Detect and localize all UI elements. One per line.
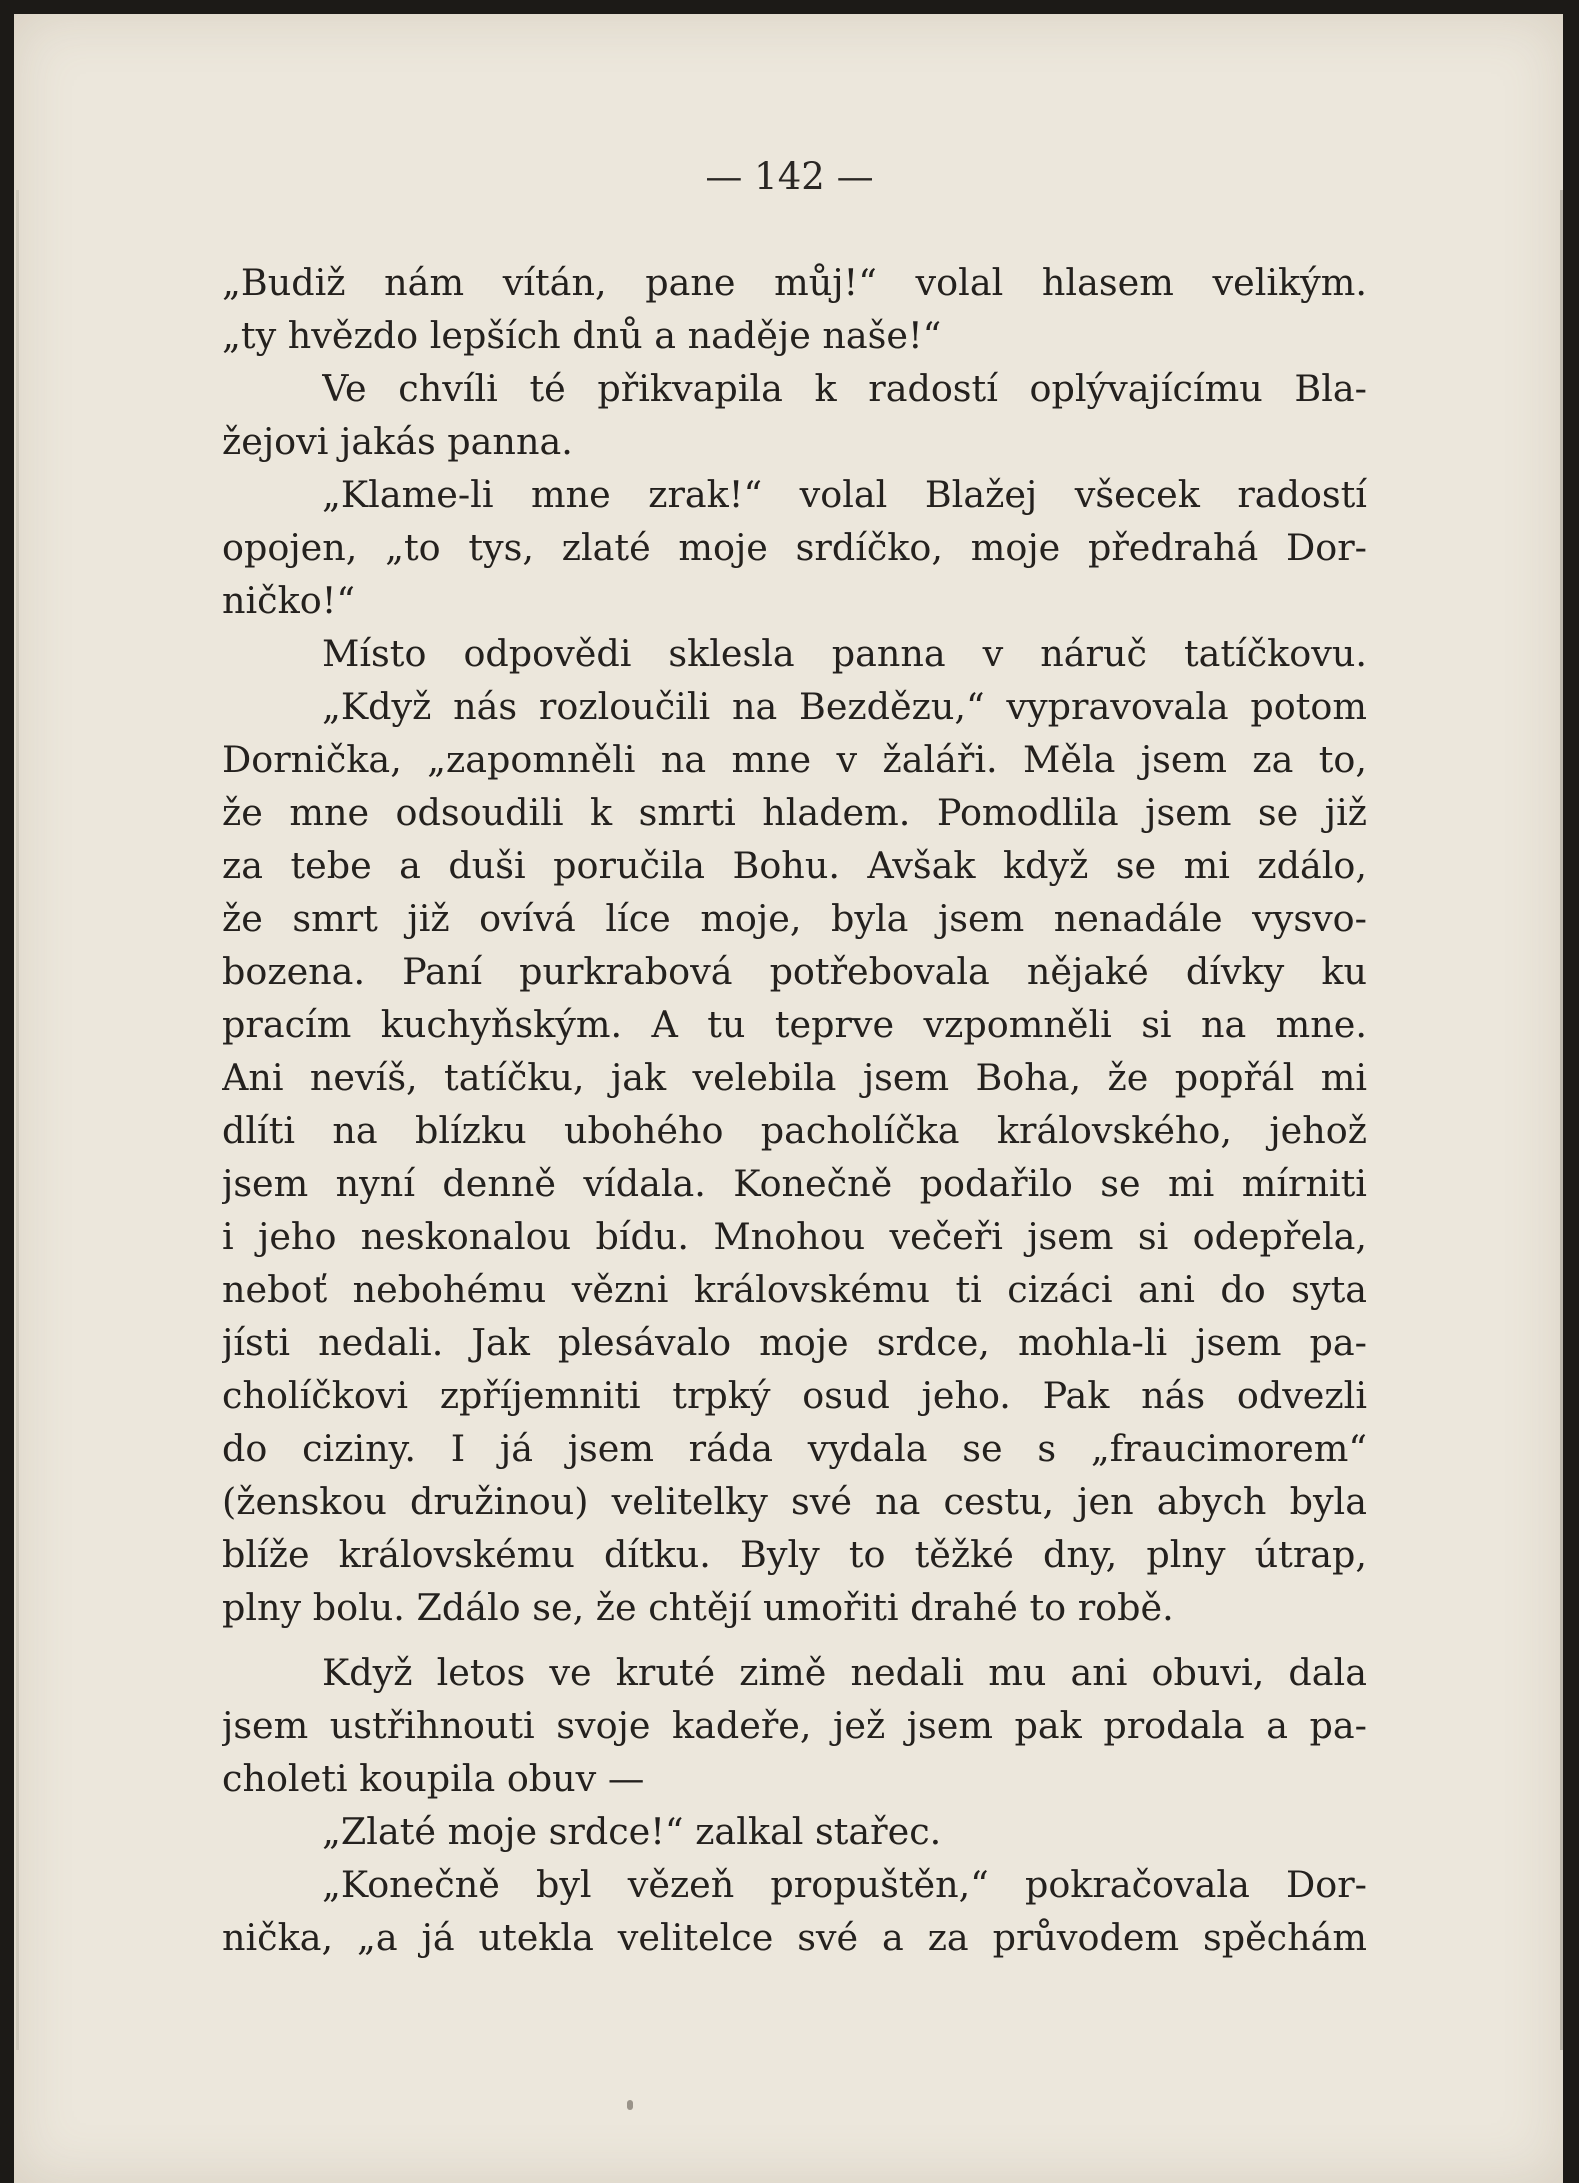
text-line: nička, „a já utekla velitelce své a za průvodem spěchám bbox=[222, 1916, 1367, 1959]
text-line: „Klame-li mne zrak!“ volal Blažej všecek radostí bbox=[322, 473, 1367, 516]
text-line: dlíti na blízku ubohého pacholíčka královského, jehož bbox=[222, 1109, 1367, 1152]
page-edge-shadow bbox=[1560, 190, 1563, 2050]
ink-speck bbox=[627, 2100, 633, 2110]
text-line: „Zlaté moje srdce!“ zalkal stařec. bbox=[322, 1810, 942, 1853]
text-line: cholíčkovi zpříjemniti trpký osud jeho. Pak nás odvezli bbox=[222, 1374, 1367, 1417]
text-line: že smrt již ovívá líce moje, byla jsem nenadále vysvo- bbox=[222, 897, 1367, 940]
text-line: do ciziny. I já jsem ráda vydala se s „fraucimorem“ bbox=[222, 1427, 1367, 1470]
text-line: plny bolu. Zdálo se, že chtějí umořiti drahé to robě. bbox=[222, 1586, 1174, 1629]
text-line: Dornička, „zapomněli na mne v žaláři. Měla jsem za to, bbox=[222, 738, 1367, 781]
text-line: jsem nyní denně vídala. Konečně podařilo se mi mírniti bbox=[222, 1162, 1367, 1205]
text-line: choleti koupila obuv — bbox=[222, 1757, 645, 1800]
text-line: jsem ustřihnouti svoje kadeře, jež jsem pak prodala a pa- bbox=[222, 1704, 1367, 1747]
text-line: Místo odpovědi sklesla panna v náruč tatíčkovu. bbox=[322, 632, 1367, 675]
text-line: pracím kuchyňským. A tu teprve vzpomněli si na mne. bbox=[222, 1003, 1367, 1046]
text-line: blíže královskému dítku. Byly to těžké dny, plny útrap, bbox=[222, 1533, 1367, 1576]
text-line: opojen, „to tys, zlaté moje srdíčko, moje předrahá Dor- bbox=[222, 526, 1367, 569]
text-line: (ženskou družinou) velitelky své na cestu, jen abych byla bbox=[222, 1480, 1367, 1523]
text-line: i jeho neskonalou bídu. Mnohou večeři jsem si odepřela, bbox=[222, 1215, 1367, 1258]
text-line: jísti nedali. Jak plesávalo moje srdce, mohla-li jsem pa- bbox=[222, 1321, 1367, 1364]
text-line: bozena. Paní purkrabová potřebovala nějaké dívky ku bbox=[222, 950, 1367, 993]
text-line: Ve chvíli té přikvapila k radostí oplývajícímu Bla- bbox=[322, 367, 1367, 410]
text-line: neboť nebohému vězni královskému ti cizáci ani do syta bbox=[222, 1268, 1367, 1311]
text-line: Ani nevíš, tatíčku, jak velebila jsem Boha, že popřál mi bbox=[222, 1056, 1367, 1099]
page-edge-shadow-left bbox=[16, 190, 19, 2050]
text-line: za tebe a duši poručila Bohu. Avšak když se mi zdálo, bbox=[222, 844, 1367, 887]
page-number: — 142 — bbox=[705, 155, 874, 198]
text-line: žejovi jakás panna. bbox=[222, 420, 573, 463]
text-line: „Budiž nám vítán, pane můj!“ volal hlasem velikým. bbox=[222, 261, 1367, 304]
text-line: Když letos ve kruté zimě nedali mu ani obuvi, dala bbox=[322, 1651, 1367, 1694]
text-line: že mne odsoudili k smrti hladem. Pomodlila jsem se již bbox=[222, 791, 1367, 834]
text-line: „Když nás rozloučili na Bezdězu,“ vypravovala potom bbox=[322, 685, 1367, 728]
text-line: „Konečně byl vězeň propuštěn,“ pokračovala Dor- bbox=[322, 1863, 1367, 1906]
text-line: ničko!“ bbox=[222, 579, 356, 622]
text-line: „ty hvězdo lepších dnů a naděje naše!“ bbox=[222, 314, 942, 357]
